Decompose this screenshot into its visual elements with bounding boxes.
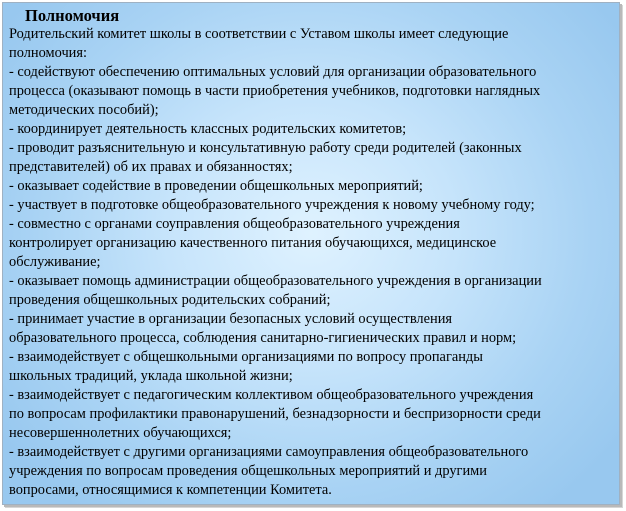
list-item: - координирует деятельность классных родительских комитетов; xyxy=(9,121,407,137)
list-item: - оказывает содействие в проведении общешкольных мероприятий; xyxy=(9,178,423,194)
list-item: - проводит разъяснительную и консультативную работу среди родителей (законных представителей) об их правах и обязанностях; xyxy=(9,140,522,175)
section-title: Полномочия xyxy=(25,6,120,25)
list-item: - взаимодействует с другими организациями самоуправления общеобразовательного учреждения по вопросам проведения общешкольных мероприятий и другими вопросами, относящимися к компетенции Комитета. xyxy=(9,444,529,498)
list-item: - оказывает помощь администрации общеобразовательного учреждения в организации проведения общешкольных родительских собраний; xyxy=(9,273,542,308)
list-item: - совместно с органами соуправления общеобразовательного учреждения контролирует организацию качественного питания обучающихся, медицинское обслуживание; xyxy=(9,216,497,270)
list-item: - содействуют обеспечению оптимальных условий для организации образовательного процесса (оказывают помощь в части приобретения учебников, подготовки наглядных методических пособий); xyxy=(9,64,541,118)
list-item: - взаимодействует с общешкольными организациями по вопросу пропаганды школьных традиций, уклада школьной жизни; xyxy=(9,349,483,384)
list-item: - участвует в подготовке общеобразовательного учреждения к новому учебному году; xyxy=(9,197,535,213)
list-item: - принимает участие в организации безопасных условий осуществления образовательного процесса, соблюдения санитарно-гигиенических правил и норм; xyxy=(9,311,517,346)
powers-text-box xyxy=(2,2,620,505)
list-item: - взаимодействует с педагогическим коллективом общеобразовательного учреждения по вопросам профилактики правонарушений, безнадзорности и беспризорности среди несовершеннолетних обучающихся; xyxy=(9,387,541,441)
intro-paragraph: Родительский комитет школы в соответствии с Уставом школы имеет следующие полномочия: xyxy=(9,26,509,61)
